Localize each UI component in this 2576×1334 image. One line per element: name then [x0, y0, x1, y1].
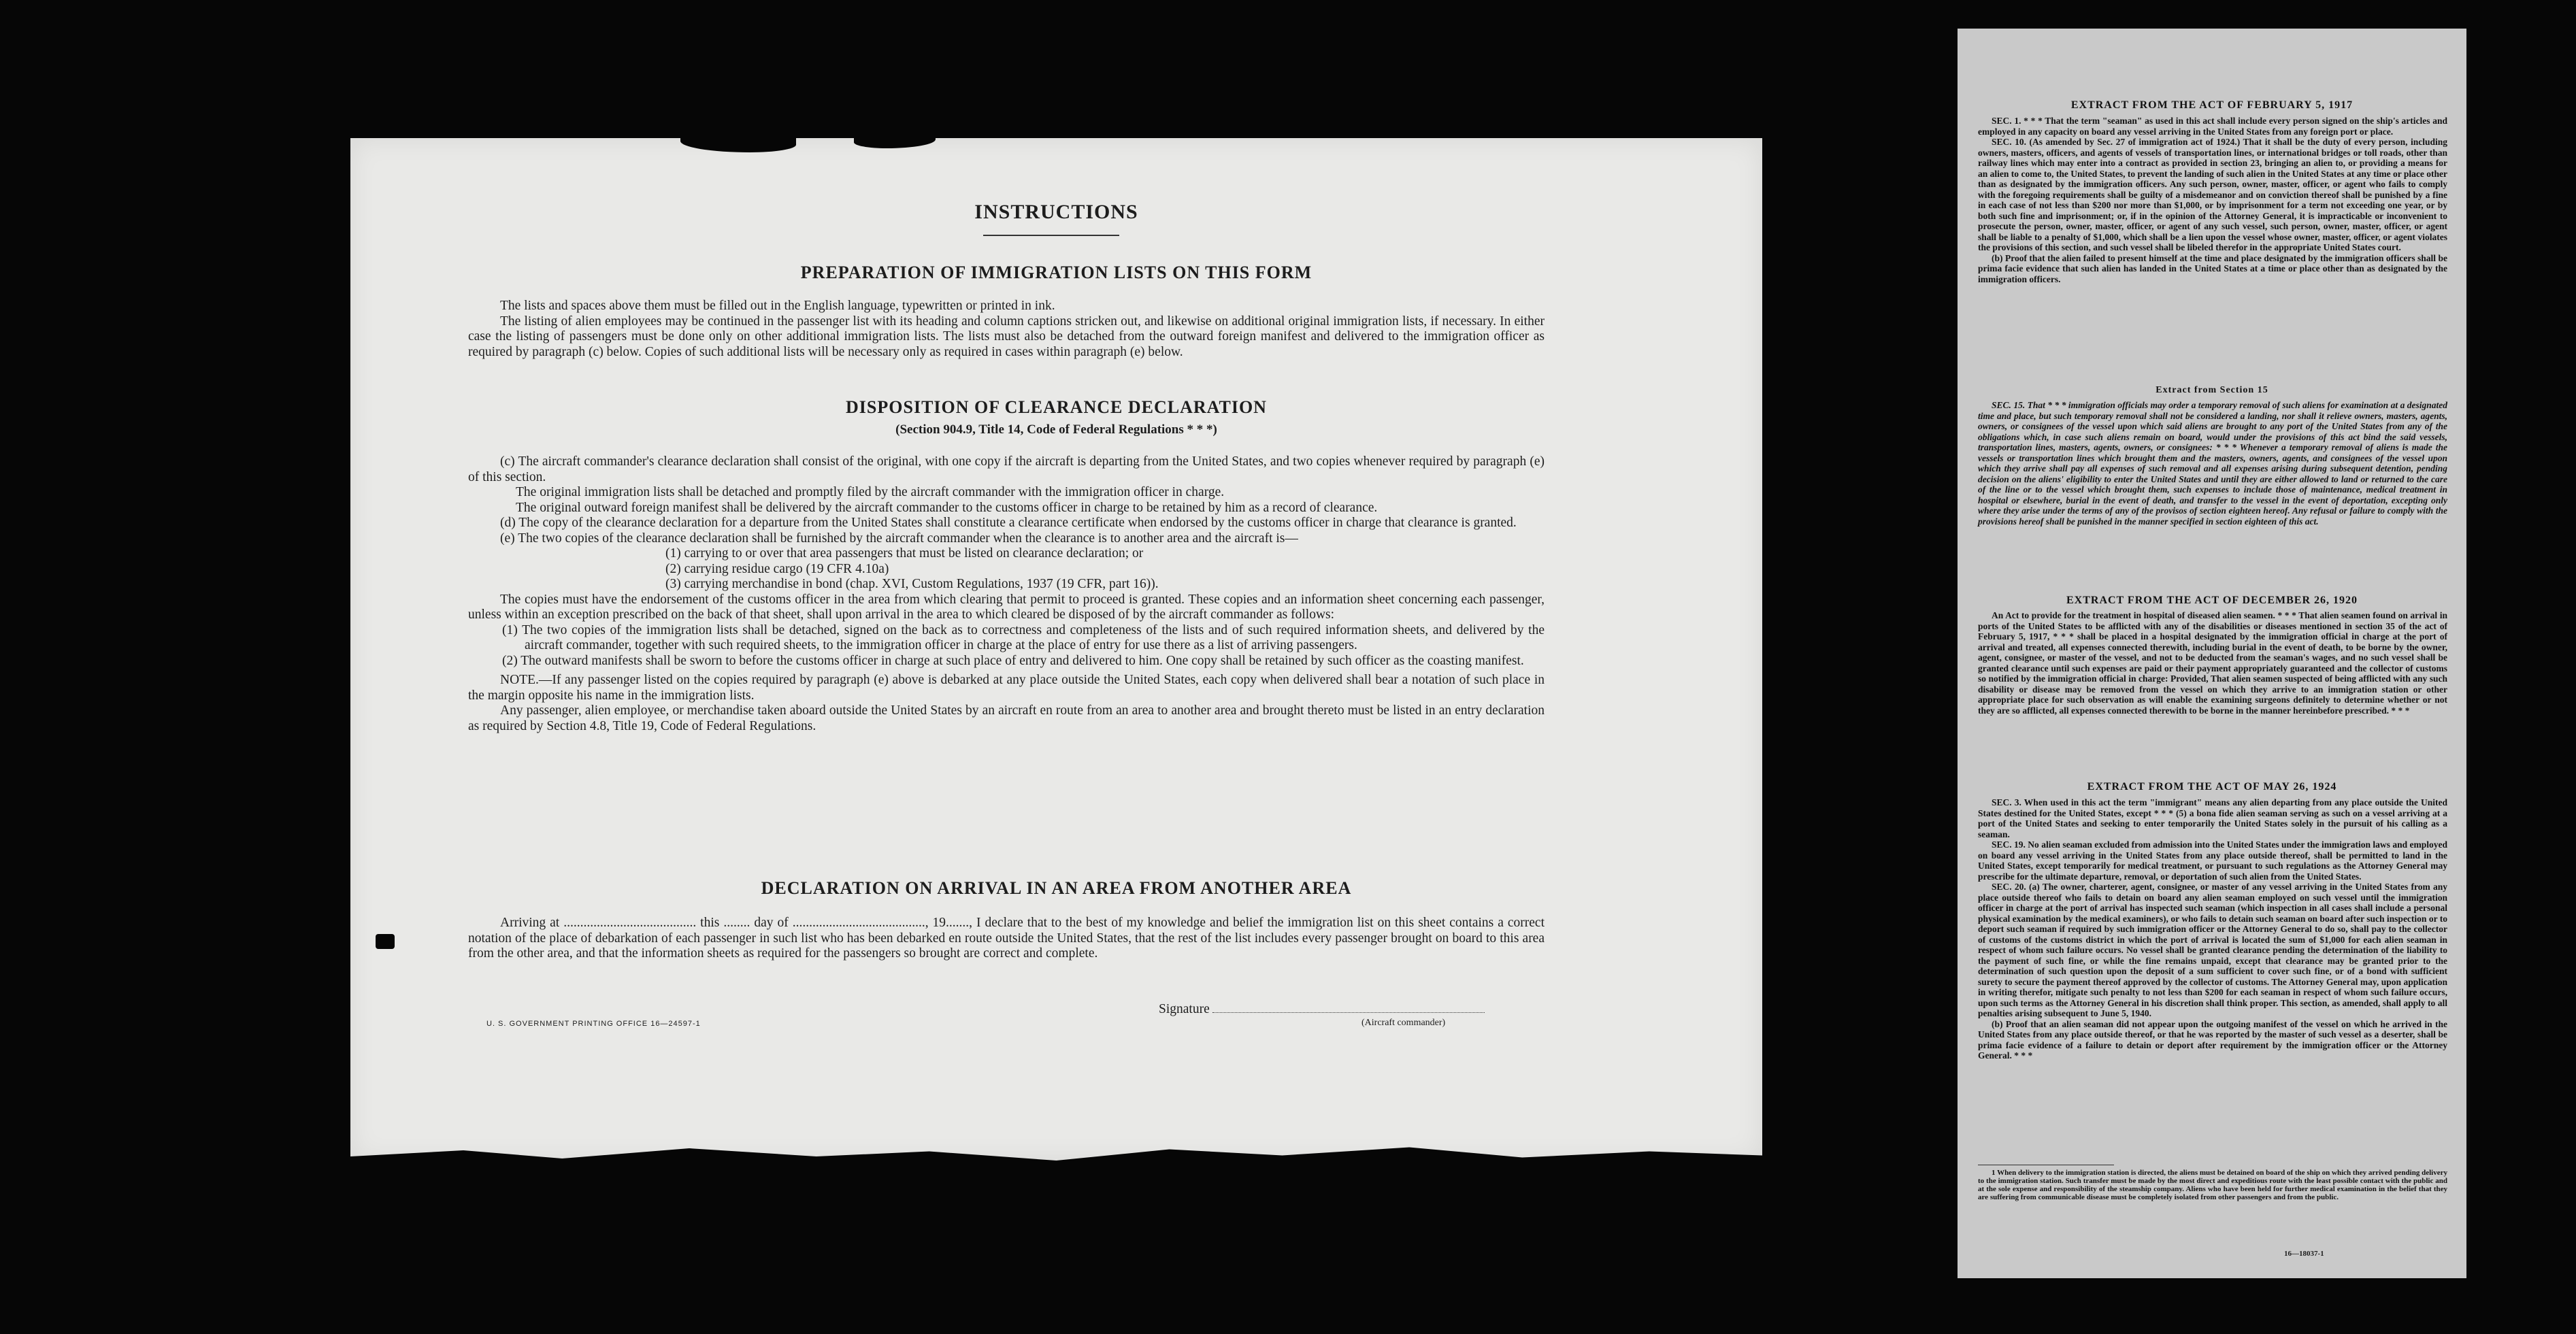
- extract-section-15-body: SEC. 15. That * * * immigration officials may order a temporary removal of such aliens for examination at a designated time and place, but such temporary removal shall not be considered a landing, nor shall it relieve owners, masters, agents, owners, or consignees of the vessel upon which said aliens are brought to any port of the United States from any of the obligations which, in case such aliens remain on board, would under the provisions of this act bind the said vessels, transportation lines, masters, agents, owners, or consignees: * * * Whenever a temporary removal of aliens is made the vessels or transportation lines which brought them and the masters, owners, agents, and consignees of the vessel upon which they arrive shall pay all expenses of such removal and all expenses arising during subsequent detention, pending decision on the aliens' eligibility to enter the United States and until they are either allowed to land or returned to the care of the line or to the vessel which brought them, such expenses to include those of maintenance, medical treatment in hospital or elsewhere, burial in the event of death, and transfer to the vessel in the event of deportation, excepting only where they arise under the terms of any of the provisos of section eighteen hereof. Any refusal or failure to comply with the provisions hereof shall be punished in the manner specified in section eighteen of this act.: [1978, 400, 2447, 527]
- paragraph-d: (d) The copy of the clearance declaration for a departure from the United States shall constitute a clearance certificate when endorsed by the customs officer in charge that clearance is granted.: [500, 516, 1517, 530]
- footnote-text: 1 When delivery to the immigration station is directed, the aliens must be detained on board of the ship on which they arrived pending delivery to the immigration station. Such transfer must be made by the most direct and expeditious route with the least possible contact with the public and at the sole expense and responsibility of the steamship company. Aliens who have been held for further medical examination in the belief that they are suffering from communicable disease must be completely isolated from other passengers and from the public.: [1978, 1169, 2447, 1201]
- paragraph-e-item-2: (2) carrying residue cargo (19 CFR 4.10a): [665, 561, 889, 576]
- extract-section-15-text: [1978, 400, 2447, 527]
- declaration-text: [468, 916, 1545, 962]
- paragraph-c: (c) The aircraft commander's clearance declaration shall consist of the original, with one copy if the aircraft is departing from the United States, and two copies whenever required by paragraph (e) of this section.: [468, 454, 1545, 484]
- extract-1924-sec20b: (b) Proof that an alien seaman did not appear upon the outgoing manifest of the vessel on which he arrived in the United States from any place outside thereof, or that he was reported by the master of such vessel as a deserter, shall be prima facie evidence of a failure to detain or deport after requirement by the immigration officer or the Attorney General. * * *: [1978, 1018, 2447, 1061]
- section-heading-disposition: DISPOSITION OF CLEARANCE DECLARATION: [846, 397, 1267, 417]
- disposition-text: [468, 454, 1545, 734]
- paragraph-e-item-1: (1) carrying to or over that area passengers that must be listed on clearance declaration; or: [665, 546, 1144, 561]
- copies-item-2: (2) The outward manifests shall be sworn to before the customs officer in charge at such place of entry and delivered to him. One copy shall be retained by such officer as the coasting manifest.: [502, 653, 1524, 668]
- copies-paragraph: The copies must have the endorsement of the customs officer in the area from which clearing that permit to proceed is granted. These copies and an information sheet concerning each passenger, unless within an exception prescribed on the back of that sheet, shall upon arrival in the area to which cleared be disposed of by the aircraft commander as follows:: [468, 592, 1545, 622]
- extract-1917-text: [1978, 116, 2447, 284]
- preparation-paragraph-1: The lists and spaces above them must be filled out in the English language, typewritten or printed in ink.: [500, 299, 1055, 313]
- extract-1924-sec20: SEC. 20. (a) The owner, charterer, agent, consignee, or master of any vessel arriving in the United States from any place outside thereof who fails to detain on board any alien seaman employed on such vessel until the immigration officer in charge at the port of arrival has inspected such seaman (which inspection in all cases shall include a personal physical examination by the medical examiners), or who fails to detain such seaman on board after such inspection or to deport such seaman if required by such immigration officer or the Attorney General to do so, shall pay to the collector of customs of the customs district in which the port of arrival is located the sum of $1,000 for each alien seaman in respect of whom such failure occurs. No vessel shall be granted clearance pending the determination of the liability to the payment of such fine, or while the fine remains unpaid, except that clearance may be granted prior to the determination of such question upon the deposit of a sum sufficient to cover such fine, or of a bond with sufficient surety to secure the payment thereof approved by the collector of customs. The Attorney General may, upon application in writing therefor, mitigate such penalty to not less than $200 for each seaman in respect of whom such failure occurs, upon such terms as the Attorney General in his discretion shall think proper. This section, as amended, shall apply to all penalties arising subsequent to June 5, 1940.: [1978, 882, 2447, 1018]
- paragraph-c-3: The original outward foreign manifest shall be delivered by the aircraft commander to the customs officer in charge to be retained by him as a record of clearance.: [516, 500, 1378, 515]
- note-paragraph: NOTE.—If any passenger listed on the copies required by paragraph (e) above is debarked at any place outside the United States, each copy when delivered shall bear a notation of such place in the margin opposite his name in the immigration lists.: [468, 673, 1545, 703]
- signature-blank: [1212, 1012, 1485, 1013]
- printer-imprint: U. S. GOVERNMENT PRINTING OFFICE 16—24597-1: [486, 1020, 701, 1028]
- footnote: [1978, 1169, 2447, 1201]
- paragraph-c-2: The original immigration lists shall be detached and promptly filed by the aircraft commander with the immigration officer in charge.: [516, 485, 1225, 499]
- extract-heading-1924: EXTRACT FROM THE ACT OF MAY 26, 1924: [2087, 781, 2337, 793]
- extracts-strip: [1958, 29, 2466, 1278]
- extract-heading-section-15: Extract from Section 15: [2156, 385, 2268, 395]
- extract-1924-sec3: SEC. 3. When used in this act the term "immigrant" means any alien departing from any place outside the United States destined for the United States, except * * * (5) a bona fide alien seaman serving as such on a vessel arriving at a port of the United States and seeking to enter temporarily the United States solely in the pursuit of his calling as a seaman.: [1978, 797, 2447, 839]
- extract-1917-sec10: SEC. 10. (As amended by Sec. 27 of immigration act of 1924.) That it shall be the duty of every person, including owners, masters, officers, and agents of vessels of transportation lines, or international bridges or toll roads, other than railway lines which may enter into a contract as provided in section 23, bringing an alien to, or providing a means for an alien to come to, the United States, to prevent the landing of such alien in the United States at any time or place other than as designated by the immigration officers. Any such person, owner, master, officer, or agent who fails to comply with the foregoing requirements shall be guilty of a misdemeanor and on conviction thereof shall be punished by a fine in each case of not less than $200 nor more than $1,000, or by imprisonment for a term not exceeding one year, or by both such fine and imprisonment; or, if in the opinion of the Attorney General, it is impracticable or inconvenient to prosecute the person, owner, master, officer, or agent of any such vessel, such person, owner, master, officer, or agent shall be liable to a penalty of $1,000, which shall be a lien upon the vessel whose owner, master, officer, or agent violates the provisions of this section, and such vessel shall be libeled therefor in the appropriate United States court.: [1978, 137, 2447, 252]
- section-heading-declaration: DECLARATION ON ARRIVAL IN AN AREA FROM ANOTHER AREA: [761, 878, 1352, 898]
- extract-1917-sec1: SEC. 1. * * * That the term "seaman" as used in this act shall include every person signed on the ship's articles and employed in any capacity on board any vessel arriving in the United States from any foreign port or place.: [1978, 116, 2447, 137]
- page-title: INSTRUCTIONS: [974, 201, 1138, 223]
- instructions-sheet: [350, 138, 1762, 1161]
- extract-1917-sec10b: (b) Proof that the alien failed to present himself at the time and place designated by the immigration officers shall be prima facie evidence that such alien has landed in the United States at a time or place other than as designated by the immigration officers.: [1978, 252, 2447, 284]
- copies-item-1: (1) The two copies of the immigration lists shall be detached, signed on the back as to correctness and completeness of the lists and of such required information sheets, and delivered by the aircraft commander, together with such required sheets, to the immigration officer in charge at the place of entry for use there as a list of arriving passengers.: [502, 622, 1545, 652]
- extract-1924-text: [1978, 797, 2447, 1061]
- declaration-paragraph: Arriving at ........................................ this ........ day of ........................................, 19......., I declare that to the best of my knowledge and belief the immigration list on this sheet contains a correct notation of the place of debarkation of each passenger in such list who has been debarked en route outside the United States, that the rest of the list includes every passenger brought on board to this area from the other area, and that the information sheets as required for the passengers so brought are correct and complete.: [468, 916, 1545, 961]
- extract-heading-1917: EXTRACT FROM THE ACT OF FEBRUARY 5, 1917: [2070, 99, 2354, 111]
- signature-caption: (Aircraft commander): [1361, 1018, 1446, 1028]
- signature-line: [1159, 1002, 1485, 1017]
- extract-1920-body: An Act to provide for the treatment in hospital of diseased alien seamen. * * * That alien seamen found on arrival in ports of the United States to be afflicted with any of the disabilities or diseases mentioned in section 35 of the act of February 5, 1917, * * * shall be placed in a hospital designated by the immigration official in charge at the port of arrival and treated, all expenses connected therewith, including burial in the event of death, to be borne by the owner, agent, consignee, or master of the vessel, and not to be deducted from the seaman's wages, and no such vessel shall be granted clearance until such expenses are paid or their payment appropriately guaranteed and the collector of customs so notified by the immigration official in charge: Provided, That alien seamen suspected of being afflicted with any such disability or disease may be removed from the vessel on which they arrive to an immigration station or other appropriate place for such observation as will enable the examining surgeons definitely to determine whether or not they are so afflicted, all expenses connected therewith to be borne in the manner hereinbefore prescribed. * * *: [1978, 610, 2447, 716]
- signature-label: Signature: [1159, 1002, 1210, 1016]
- extract-1920-text: [1978, 610, 2447, 716]
- extract-1924-sec19: SEC. 19. No alien seaman excluded from admission into the United States under the immigration laws and employed on board any vessel arriving in the United States from any place outside thereof, shall be permitted to land in the United States, except temporarily for medical treatment, or pursuant to such regulations as the Attorney General may prescribe for the ultimate departure, removal, or deportation of such alien from the United States.: [1978, 839, 2447, 882]
- form-code: 16—18037-1: [2284, 1250, 2324, 1258]
- aboard-paragraph: Any passenger, alien employee, or merchandise taken aboard outside the United States by an aircraft en route from an area to another area and brought thereto must be listed in an entry declaration as required by Section 4.8, Title 19, Code of Federal Regulations.: [468, 703, 1545, 733]
- punch-notch: [376, 934, 395, 949]
- preparation-text: [468, 299, 1545, 360]
- section-subheading-cfr: (Section 904.9, Title 14, Code of Federal Regulations * * *): [895, 422, 1217, 437]
- preparation-paragraph-2: The listing of alien employees may be continued in the passenger list with its heading and column captions stricken out, and likewise on additional original immigration lists, if necessary. In either case the listing of passengers must be done only on other additional immigration lists. The lists must also be detached from the outward foreign manifest and delivered to the immigration officer as required by paragraph (c) below. Copies of such additional lists will be necessary only as required in cases within paragraph (e) below.: [468, 314, 1545, 359]
- extract-heading-1920: EXTRACT FROM THE ACT OF DECEMBER 26, 1920: [2066, 595, 2358, 606]
- paragraph-e: (e) The two copies of the clearance declaration shall be furnished by the aircraft commander when the clearance is to another area and the aircraft is—: [500, 531, 1298, 546]
- section-heading-preparation: PREPARATION OF IMMIGRATION LISTS ON THIS FORM: [800, 263, 1312, 282]
- paragraph-e-item-3: (3) carrying merchandise in bond (chap. XVI, Custom Regulations, 1937 (19 CFR, part 16)).: [665, 577, 1159, 591]
- title-rule: [983, 235, 1119, 236]
